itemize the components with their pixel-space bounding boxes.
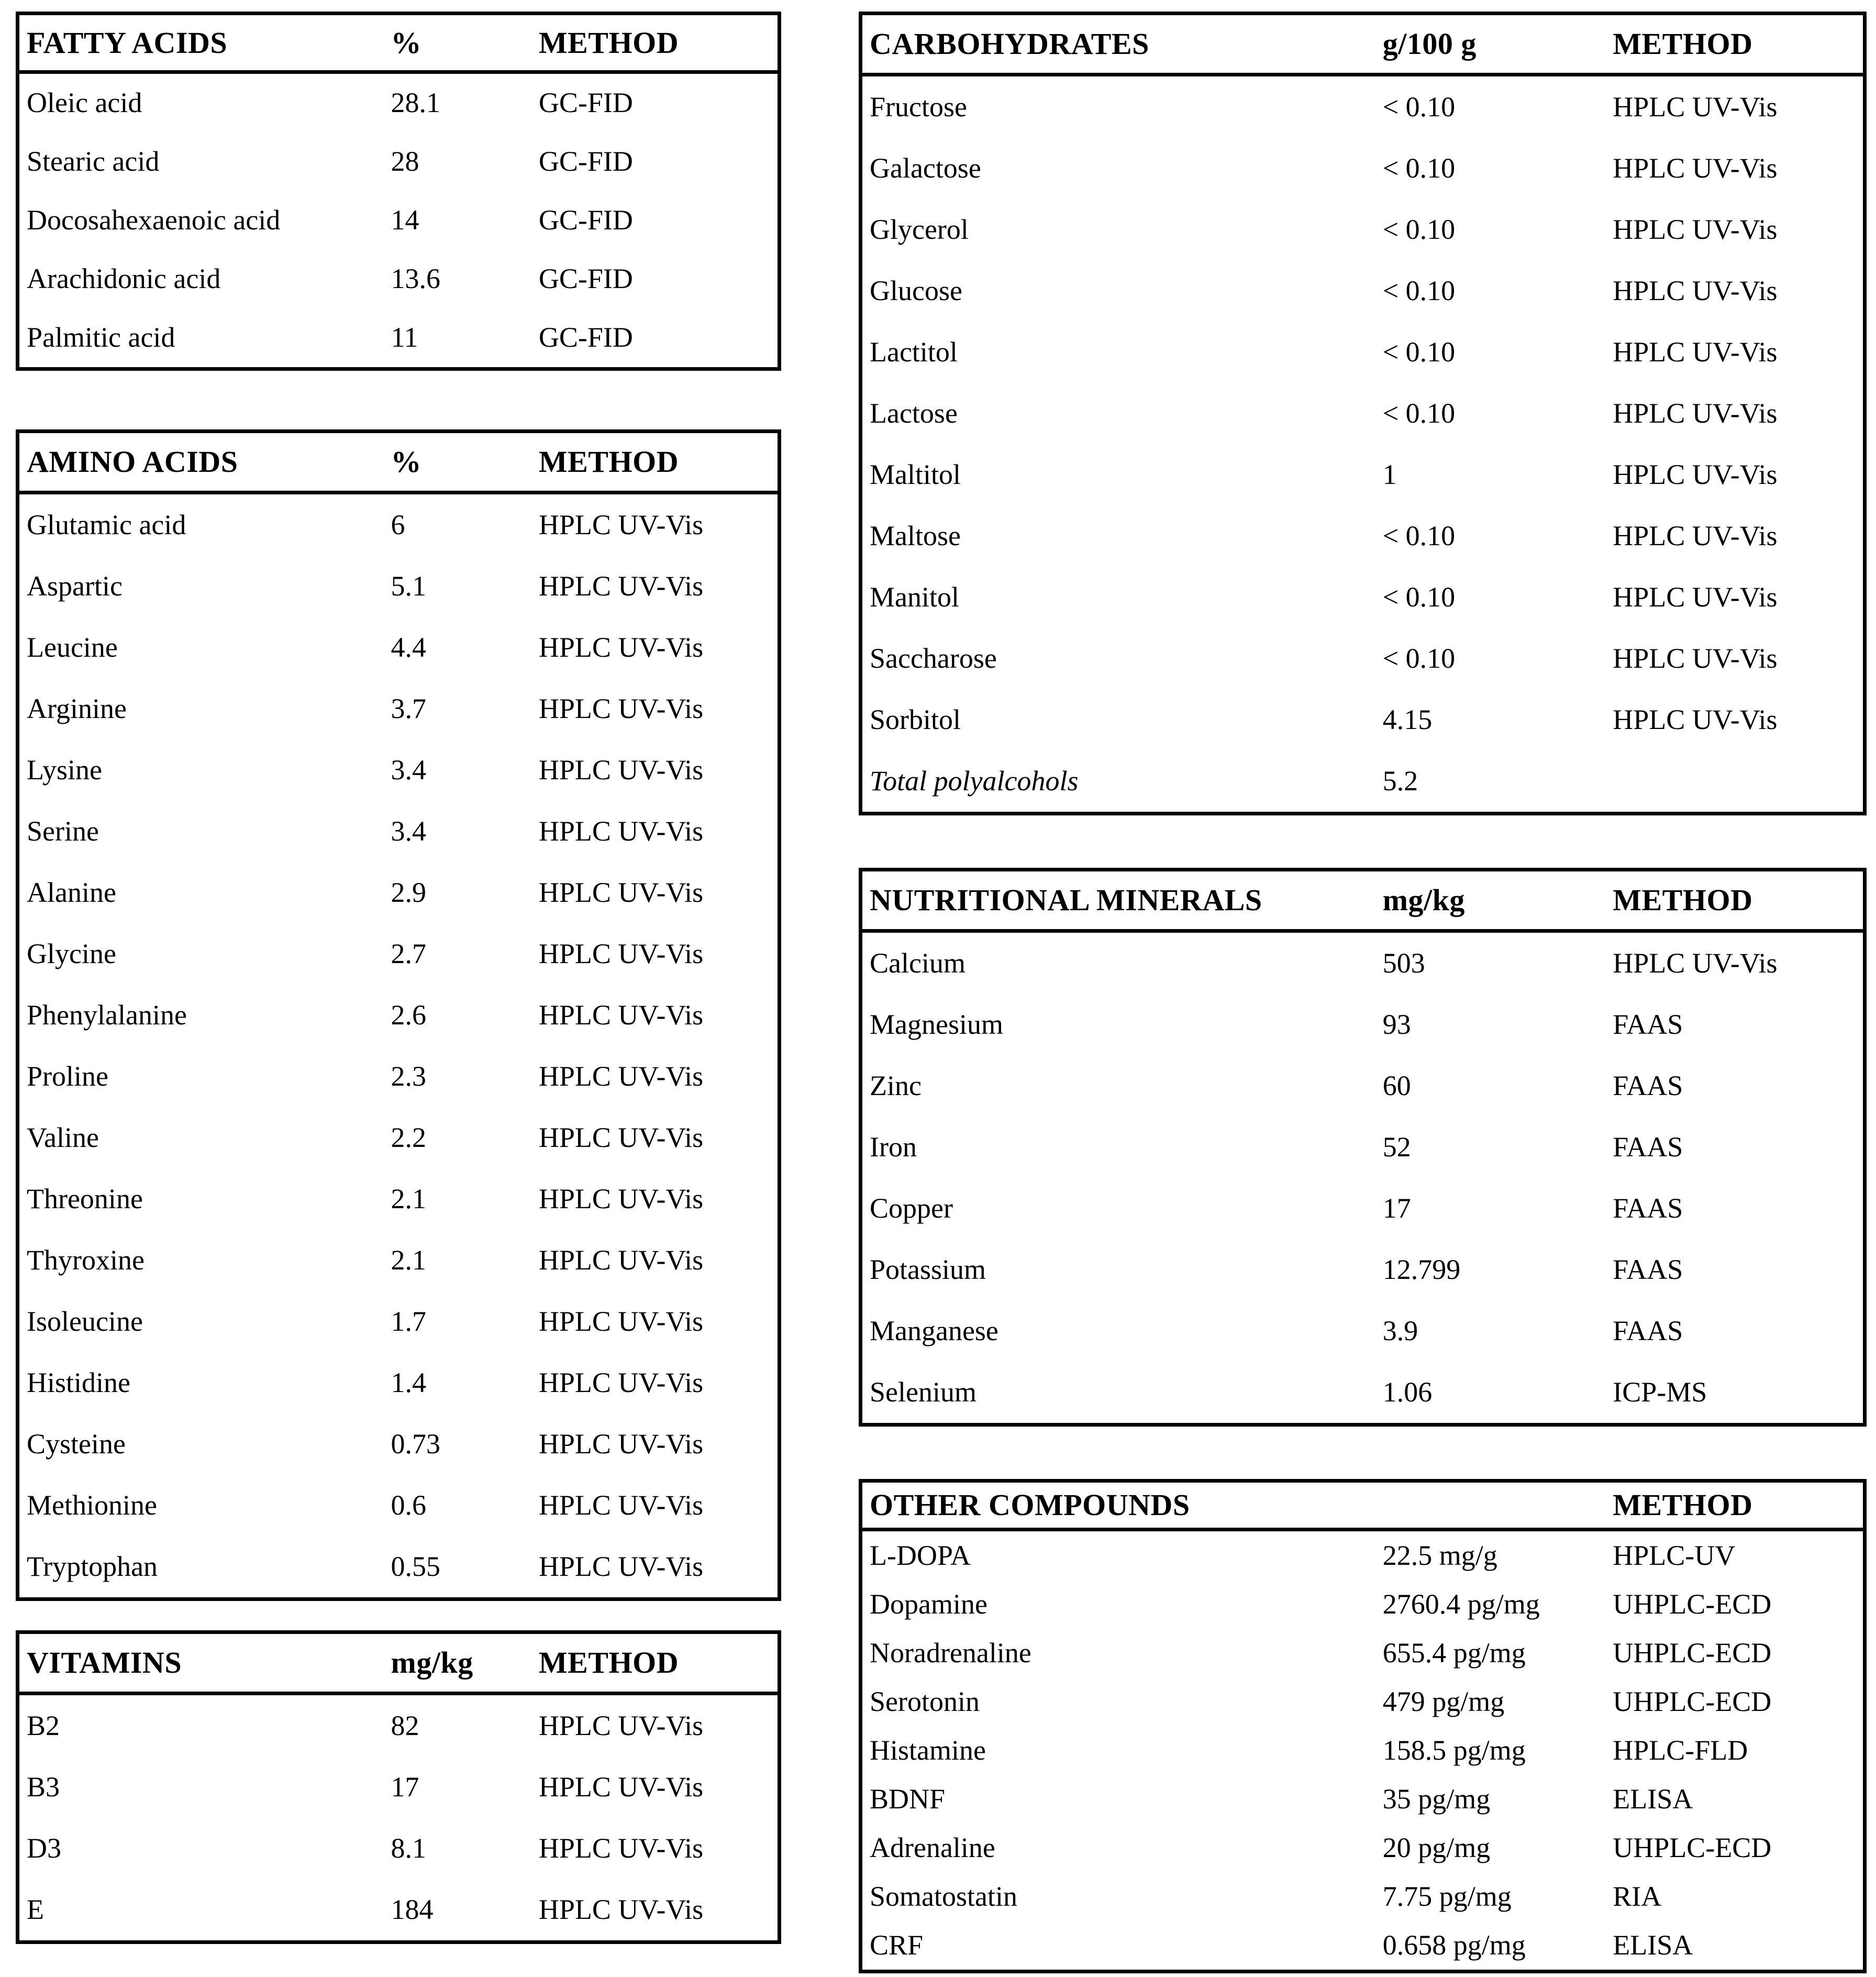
item-value: 3.4 bbox=[391, 815, 427, 847]
item-value: 17 bbox=[1382, 1192, 1411, 1224]
table-row bbox=[19, 1168, 778, 1230]
item-method: UHPLC-ECD bbox=[1613, 1588, 1772, 1620]
item-value: 184 bbox=[391, 1894, 434, 1925]
item-method: GC-FID bbox=[538, 87, 633, 119]
item-method: HPLC UV-Vis bbox=[538, 1061, 704, 1092]
item-value: 1.4 bbox=[391, 1367, 427, 1398]
item-value: 2.9 bbox=[391, 877, 427, 908]
other-compounds-table bbox=[859, 1479, 1867, 1973]
item-value: 1.7 bbox=[391, 1306, 427, 1337]
item-method: GC-FID bbox=[538, 263, 633, 295]
item-value: < 0.10 bbox=[1382, 581, 1456, 613]
item-name: Calcium bbox=[870, 947, 965, 979]
item-value: 0.658 pg/mg bbox=[1382, 1929, 1526, 1961]
item-method: HPLC UV-Vis bbox=[538, 877, 704, 908]
table-row bbox=[862, 1921, 1863, 1970]
table-row bbox=[19, 617, 778, 678]
item-value: 60 bbox=[1382, 1070, 1411, 1101]
item-name: Alanine bbox=[27, 877, 116, 908]
method-column-header: METHOD bbox=[1613, 1488, 1753, 1522]
table-header-row bbox=[19, 433, 778, 494]
item-method: HPLC UV-Vis bbox=[538, 938, 704, 969]
table-row bbox=[862, 444, 1863, 505]
item-value: 503 bbox=[1382, 947, 1425, 979]
item-method: HPLC UV-Vis bbox=[538, 1367, 704, 1398]
item-method: HPLC UV-Vis bbox=[538, 1832, 704, 1864]
item-value: 2.3 bbox=[391, 1061, 427, 1092]
item-value: 479 pg/mg bbox=[1382, 1686, 1505, 1717]
table-row bbox=[19, 985, 778, 1046]
table-row bbox=[862, 1117, 1863, 1178]
table-row bbox=[862, 1872, 1863, 1921]
item-value: 28 bbox=[391, 146, 419, 178]
table-title: NUTRITIONAL MINERALS bbox=[870, 883, 1262, 917]
item-method: FAAS bbox=[1613, 1192, 1683, 1224]
left-column bbox=[16, 12, 781, 1944]
item-name: Adrenaline bbox=[870, 1832, 995, 1863]
item-method: HPLC UV-Vis bbox=[538, 1122, 704, 1153]
item-value: 2.2 bbox=[391, 1122, 427, 1153]
item-method: HPLC UV-Vis bbox=[538, 1489, 704, 1521]
item-method: UHPLC-ECD bbox=[1613, 1686, 1772, 1717]
item-value: 1.06 bbox=[1382, 1376, 1433, 1408]
item-method: ELISA bbox=[1613, 1929, 1693, 1961]
table-row bbox=[862, 1239, 1863, 1300]
item-name: L-DOPA bbox=[870, 1540, 971, 1571]
item-name: Docosahexaenoic acid bbox=[27, 205, 281, 236]
item-value: 14 bbox=[391, 205, 419, 236]
item-value: 2760.4 pg/mg bbox=[1382, 1588, 1540, 1620]
item-method: HPLC-UV bbox=[1613, 1540, 1736, 1571]
table-row bbox=[19, 556, 778, 617]
item-value: 2.7 bbox=[391, 938, 427, 969]
item-name: D3 bbox=[27, 1832, 61, 1864]
table-row bbox=[862, 383, 1863, 444]
table-row bbox=[862, 1775, 1863, 1824]
item-name: Phenylalanine bbox=[27, 999, 187, 1031]
table-row bbox=[19, 1413, 778, 1475]
table-row bbox=[862, 1055, 1863, 1117]
item-method: HPLC UV-Vis bbox=[538, 693, 704, 724]
table-row bbox=[19, 1695, 778, 1757]
item-value: 0.73 bbox=[391, 1428, 441, 1460]
table-row bbox=[862, 199, 1863, 260]
table-title: OTHER COMPOUNDS bbox=[870, 1488, 1190, 1522]
unit-column-header: g/100 g bbox=[1382, 27, 1477, 61]
item-method: GC-FID bbox=[538, 146, 633, 178]
item-method: HPLC UV-Vis bbox=[1613, 947, 1778, 979]
table-row bbox=[19, 862, 778, 923]
item-name: Noradrenaline bbox=[870, 1637, 1031, 1669]
item-value: 17 bbox=[391, 1771, 419, 1803]
amino-acids-table bbox=[16, 429, 781, 1601]
item-name: B2 bbox=[27, 1710, 60, 1741]
item-value: 22.5 mg/g bbox=[1382, 1540, 1497, 1571]
table-row bbox=[862, 1580, 1863, 1629]
table-row bbox=[19, 739, 778, 801]
item-method: HPLC UV-Vis bbox=[538, 1428, 704, 1460]
item-value: 8.1 bbox=[391, 1832, 427, 1864]
item-name: Threonine bbox=[27, 1183, 143, 1214]
item-method: GC-FID bbox=[538, 205, 633, 236]
item-method: HPLC UV-Vis bbox=[538, 754, 704, 786]
item-name: Glycerol bbox=[870, 214, 969, 245]
item-value: 655.4 pg/mg bbox=[1382, 1637, 1526, 1669]
item-name: Glucose bbox=[870, 275, 962, 306]
item-value: 3.9 bbox=[1382, 1315, 1418, 1346]
table-header-row bbox=[862, 1483, 1863, 1531]
table-row bbox=[19, 801, 778, 862]
item-name: Oleic acid bbox=[27, 87, 142, 119]
item-value: < 0.10 bbox=[1382, 520, 1456, 551]
table-row bbox=[19, 1291, 778, 1352]
table-header-row bbox=[862, 15, 1863, 76]
table-row bbox=[862, 1362, 1863, 1423]
item-value: 2.1 bbox=[391, 1244, 427, 1276]
item-name: BDNF bbox=[870, 1783, 946, 1815]
item-method: HPLC UV-Vis bbox=[538, 999, 704, 1031]
item-method: HPLC UV-Vis bbox=[538, 1183, 704, 1214]
item-name: Histidine bbox=[27, 1367, 130, 1398]
table-row bbox=[862, 260, 1863, 322]
item-name: Maltose bbox=[870, 520, 961, 551]
item-method: UHPLC-ECD bbox=[1613, 1832, 1772, 1863]
item-value: 5.2 bbox=[1382, 765, 1418, 797]
item-name: Saccharose bbox=[870, 643, 997, 674]
table-row bbox=[862, 1726, 1863, 1775]
item-method: HPLC UV-Vis bbox=[1613, 520, 1778, 551]
item-value: < 0.10 bbox=[1382, 336, 1456, 368]
item-name: Glutamic acid bbox=[27, 509, 186, 540]
table-row bbox=[19, 923, 778, 985]
item-method: ICP-MS bbox=[1613, 1376, 1707, 1408]
item-name: Serine bbox=[27, 815, 99, 847]
method-column-header: METHOD bbox=[1613, 883, 1753, 917]
nutritional-minerals-table bbox=[859, 868, 1867, 1427]
table-row bbox=[19, 74, 778, 132]
table-row bbox=[862, 1300, 1863, 1362]
item-method: HPLC UV-Vis bbox=[538, 1306, 704, 1337]
item-name: Maltitol bbox=[870, 459, 961, 490]
item-name: Sorbitol bbox=[870, 704, 961, 735]
item-value: < 0.10 bbox=[1382, 214, 1456, 245]
item-name: Tryptophan bbox=[27, 1551, 158, 1582]
unit-column-header: mg/kg bbox=[1382, 883, 1465, 917]
item-value: 82 bbox=[391, 1710, 419, 1741]
item-name: Total polyalcohols bbox=[870, 765, 1079, 797]
method-column-header: METHOD bbox=[538, 445, 679, 479]
table-row bbox=[19, 1475, 778, 1536]
item-method: HPLC UV-Vis bbox=[538, 1244, 704, 1276]
table-row bbox=[19, 678, 778, 739]
method-column-header: METHOD bbox=[1613, 27, 1753, 61]
item-name: Magnesium bbox=[870, 1009, 1003, 1040]
item-value: 158.5 pg/mg bbox=[1382, 1735, 1526, 1766]
item-name: Proline bbox=[27, 1061, 108, 1092]
item-name: Copper bbox=[870, 1192, 953, 1224]
item-name: Leucine bbox=[27, 632, 118, 663]
item-method: HPLC UV-Vis bbox=[1613, 581, 1778, 613]
item-value: 20 pg/mg bbox=[1382, 1832, 1491, 1863]
item-name: Aspartic bbox=[27, 570, 123, 602]
item-method: ELISA bbox=[1613, 1783, 1693, 1815]
unit-column-header: % bbox=[391, 445, 422, 479]
item-value: 2.6 bbox=[391, 999, 427, 1031]
item-value: 93 bbox=[1382, 1009, 1411, 1040]
method-column-header: METHOD bbox=[538, 26, 679, 60]
table-row bbox=[862, 933, 1863, 994]
item-value: < 0.10 bbox=[1382, 275, 1456, 306]
item-method: HPLC UV-Vis bbox=[538, 1710, 704, 1741]
table-row bbox=[19, 494, 778, 556]
fatty-acids-table bbox=[16, 12, 781, 371]
table-row bbox=[19, 1046, 778, 1107]
table-title: VITAMINS bbox=[27, 1646, 182, 1680]
item-name: Lactose bbox=[870, 397, 958, 429]
item-name: Manganese bbox=[870, 1315, 998, 1346]
item-method: FAAS bbox=[1613, 1070, 1683, 1101]
table-row bbox=[19, 132, 778, 191]
item-name: Valine bbox=[27, 1122, 99, 1153]
table-row bbox=[19, 1107, 778, 1168]
item-method: HPLC UV-Vis bbox=[538, 1771, 704, 1803]
item-value: 52 bbox=[1382, 1131, 1411, 1163]
table-row bbox=[862, 567, 1863, 628]
item-name: Selenium bbox=[870, 1376, 976, 1408]
item-value: 0.6 bbox=[391, 1489, 427, 1521]
vitamins-table bbox=[16, 1630, 781, 1944]
item-method: HPLC UV-Vis bbox=[1613, 275, 1778, 306]
item-value: 7.75 pg/mg bbox=[1382, 1881, 1512, 1912]
item-name: Thyroxine bbox=[27, 1244, 145, 1276]
table-title: AMINO ACIDS bbox=[27, 445, 238, 479]
item-method: HPLC UV-Vis bbox=[538, 815, 704, 847]
item-name: Serotonin bbox=[870, 1686, 980, 1717]
item-value: < 0.10 bbox=[1382, 91, 1456, 123]
item-name: Iron bbox=[870, 1131, 917, 1163]
item-value: 5.1 bbox=[391, 570, 427, 602]
item-value: 11 bbox=[391, 322, 418, 354]
table-row bbox=[19, 1879, 778, 1940]
item-method: HPLC UV-Vis bbox=[538, 570, 704, 602]
table-row bbox=[862, 689, 1863, 750]
table-header-row bbox=[862, 871, 1863, 933]
item-method: HPLC UV-Vis bbox=[1613, 152, 1778, 184]
item-name: Palmitic acid bbox=[27, 322, 175, 354]
table-row bbox=[19, 1757, 778, 1818]
item-name: Arachidonic acid bbox=[27, 263, 221, 295]
item-name: Potassium bbox=[870, 1254, 986, 1285]
table-row bbox=[19, 308, 778, 367]
item-method: FAAS bbox=[1613, 1254, 1683, 1285]
item-value: < 0.10 bbox=[1382, 152, 1456, 184]
item-value: 35 pg/mg bbox=[1382, 1783, 1491, 1815]
item-method: FAAS bbox=[1613, 1315, 1683, 1346]
item-value: 28.1 bbox=[391, 87, 441, 119]
item-name: B3 bbox=[27, 1771, 60, 1803]
item-method: HPLC UV-Vis bbox=[538, 632, 704, 663]
item-method: HPLC UV-Vis bbox=[538, 1551, 704, 1582]
item-method: RIA bbox=[1613, 1881, 1662, 1912]
table-row bbox=[862, 138, 1863, 199]
item-name: Arginine bbox=[27, 693, 127, 724]
item-name: Glycine bbox=[27, 938, 116, 969]
table-row bbox=[19, 191, 778, 250]
item-name: Methionine bbox=[27, 1489, 157, 1521]
item-value: 4.15 bbox=[1382, 704, 1433, 735]
table-row bbox=[862, 1178, 1863, 1239]
unit-column-header: % bbox=[391, 26, 422, 60]
item-name: Lysine bbox=[27, 754, 102, 786]
item-value: 6 bbox=[391, 509, 405, 540]
item-value: 4.4 bbox=[391, 632, 427, 663]
item-value: 12.799 bbox=[1382, 1254, 1461, 1285]
right-column bbox=[859, 12, 1867, 1973]
item-method: HPLC UV-Vis bbox=[1613, 459, 1778, 490]
item-value: < 0.10 bbox=[1382, 397, 1456, 429]
table-row bbox=[19, 1352, 778, 1413]
item-value: 3.7 bbox=[391, 693, 427, 724]
item-name: Galactose bbox=[870, 152, 981, 184]
item-method: HPLC UV-Vis bbox=[1613, 397, 1778, 429]
item-method: HPLC UV-Vis bbox=[1613, 214, 1778, 245]
table-title: CARBOHYDRATES bbox=[870, 27, 1149, 61]
table-row bbox=[862, 1824, 1863, 1872]
item-method: GC-FID bbox=[538, 322, 633, 354]
table-row bbox=[19, 1536, 778, 1597]
method-column-header: METHOD bbox=[538, 1646, 679, 1680]
item-value: < 0.10 bbox=[1382, 643, 1456, 674]
table-row bbox=[19, 1230, 778, 1291]
item-name: Isoleucine bbox=[27, 1306, 143, 1337]
item-name: Cysteine bbox=[27, 1428, 126, 1460]
item-method: UHPLC-ECD bbox=[1613, 1637, 1772, 1669]
table-row bbox=[862, 76, 1863, 138]
item-name: Manitol bbox=[870, 581, 959, 613]
table-row bbox=[19, 250, 778, 308]
item-value: 1 bbox=[1382, 459, 1397, 490]
item-method: HPLC UV-Vis bbox=[538, 1894, 704, 1925]
item-name: CRF bbox=[870, 1929, 924, 1961]
item-name: Fructose bbox=[870, 91, 967, 123]
item-value: 2.1 bbox=[391, 1183, 427, 1214]
item-name: Histamine bbox=[870, 1735, 986, 1766]
item-name: Stearic acid bbox=[27, 146, 160, 178]
table-row bbox=[862, 750, 1863, 812]
item-method: FAAS bbox=[1613, 1009, 1683, 1040]
table-row bbox=[862, 1677, 1863, 1726]
item-method: FAAS bbox=[1613, 1131, 1683, 1163]
table-row bbox=[862, 505, 1863, 567]
item-name: Zinc bbox=[870, 1070, 922, 1101]
table-header-row bbox=[19, 1634, 778, 1695]
table-header-row bbox=[19, 15, 778, 74]
table-row bbox=[862, 994, 1863, 1055]
item-name: Somatostatin bbox=[870, 1881, 1017, 1912]
item-method: HPLC UV-Vis bbox=[1613, 336, 1778, 368]
table-title: FATTY ACIDS bbox=[27, 26, 228, 60]
item-name: Dopamine bbox=[870, 1588, 987, 1620]
table-row bbox=[19, 1818, 778, 1879]
table-row bbox=[862, 322, 1863, 383]
item-name: Lactitol bbox=[870, 336, 958, 368]
table-row bbox=[862, 1531, 1863, 1580]
item-name: E bbox=[27, 1894, 44, 1925]
item-value: 13.6 bbox=[391, 263, 441, 295]
item-method: HPLC UV-Vis bbox=[1613, 643, 1778, 674]
item-method: HPLC UV-Vis bbox=[538, 509, 704, 540]
table-row bbox=[862, 1629, 1863, 1677]
item-method: HPLC UV-Vis bbox=[1613, 704, 1778, 735]
item-method: HPLC UV-Vis bbox=[1613, 91, 1778, 123]
item-value: 0.55 bbox=[391, 1551, 441, 1582]
unit-column-header: mg/kg bbox=[391, 1646, 473, 1680]
item-method: HPLC-FLD bbox=[1613, 1735, 1748, 1766]
table-row bbox=[862, 628, 1863, 689]
carbohydrates-table bbox=[859, 12, 1867, 815]
item-value: 3.4 bbox=[391, 754, 427, 786]
